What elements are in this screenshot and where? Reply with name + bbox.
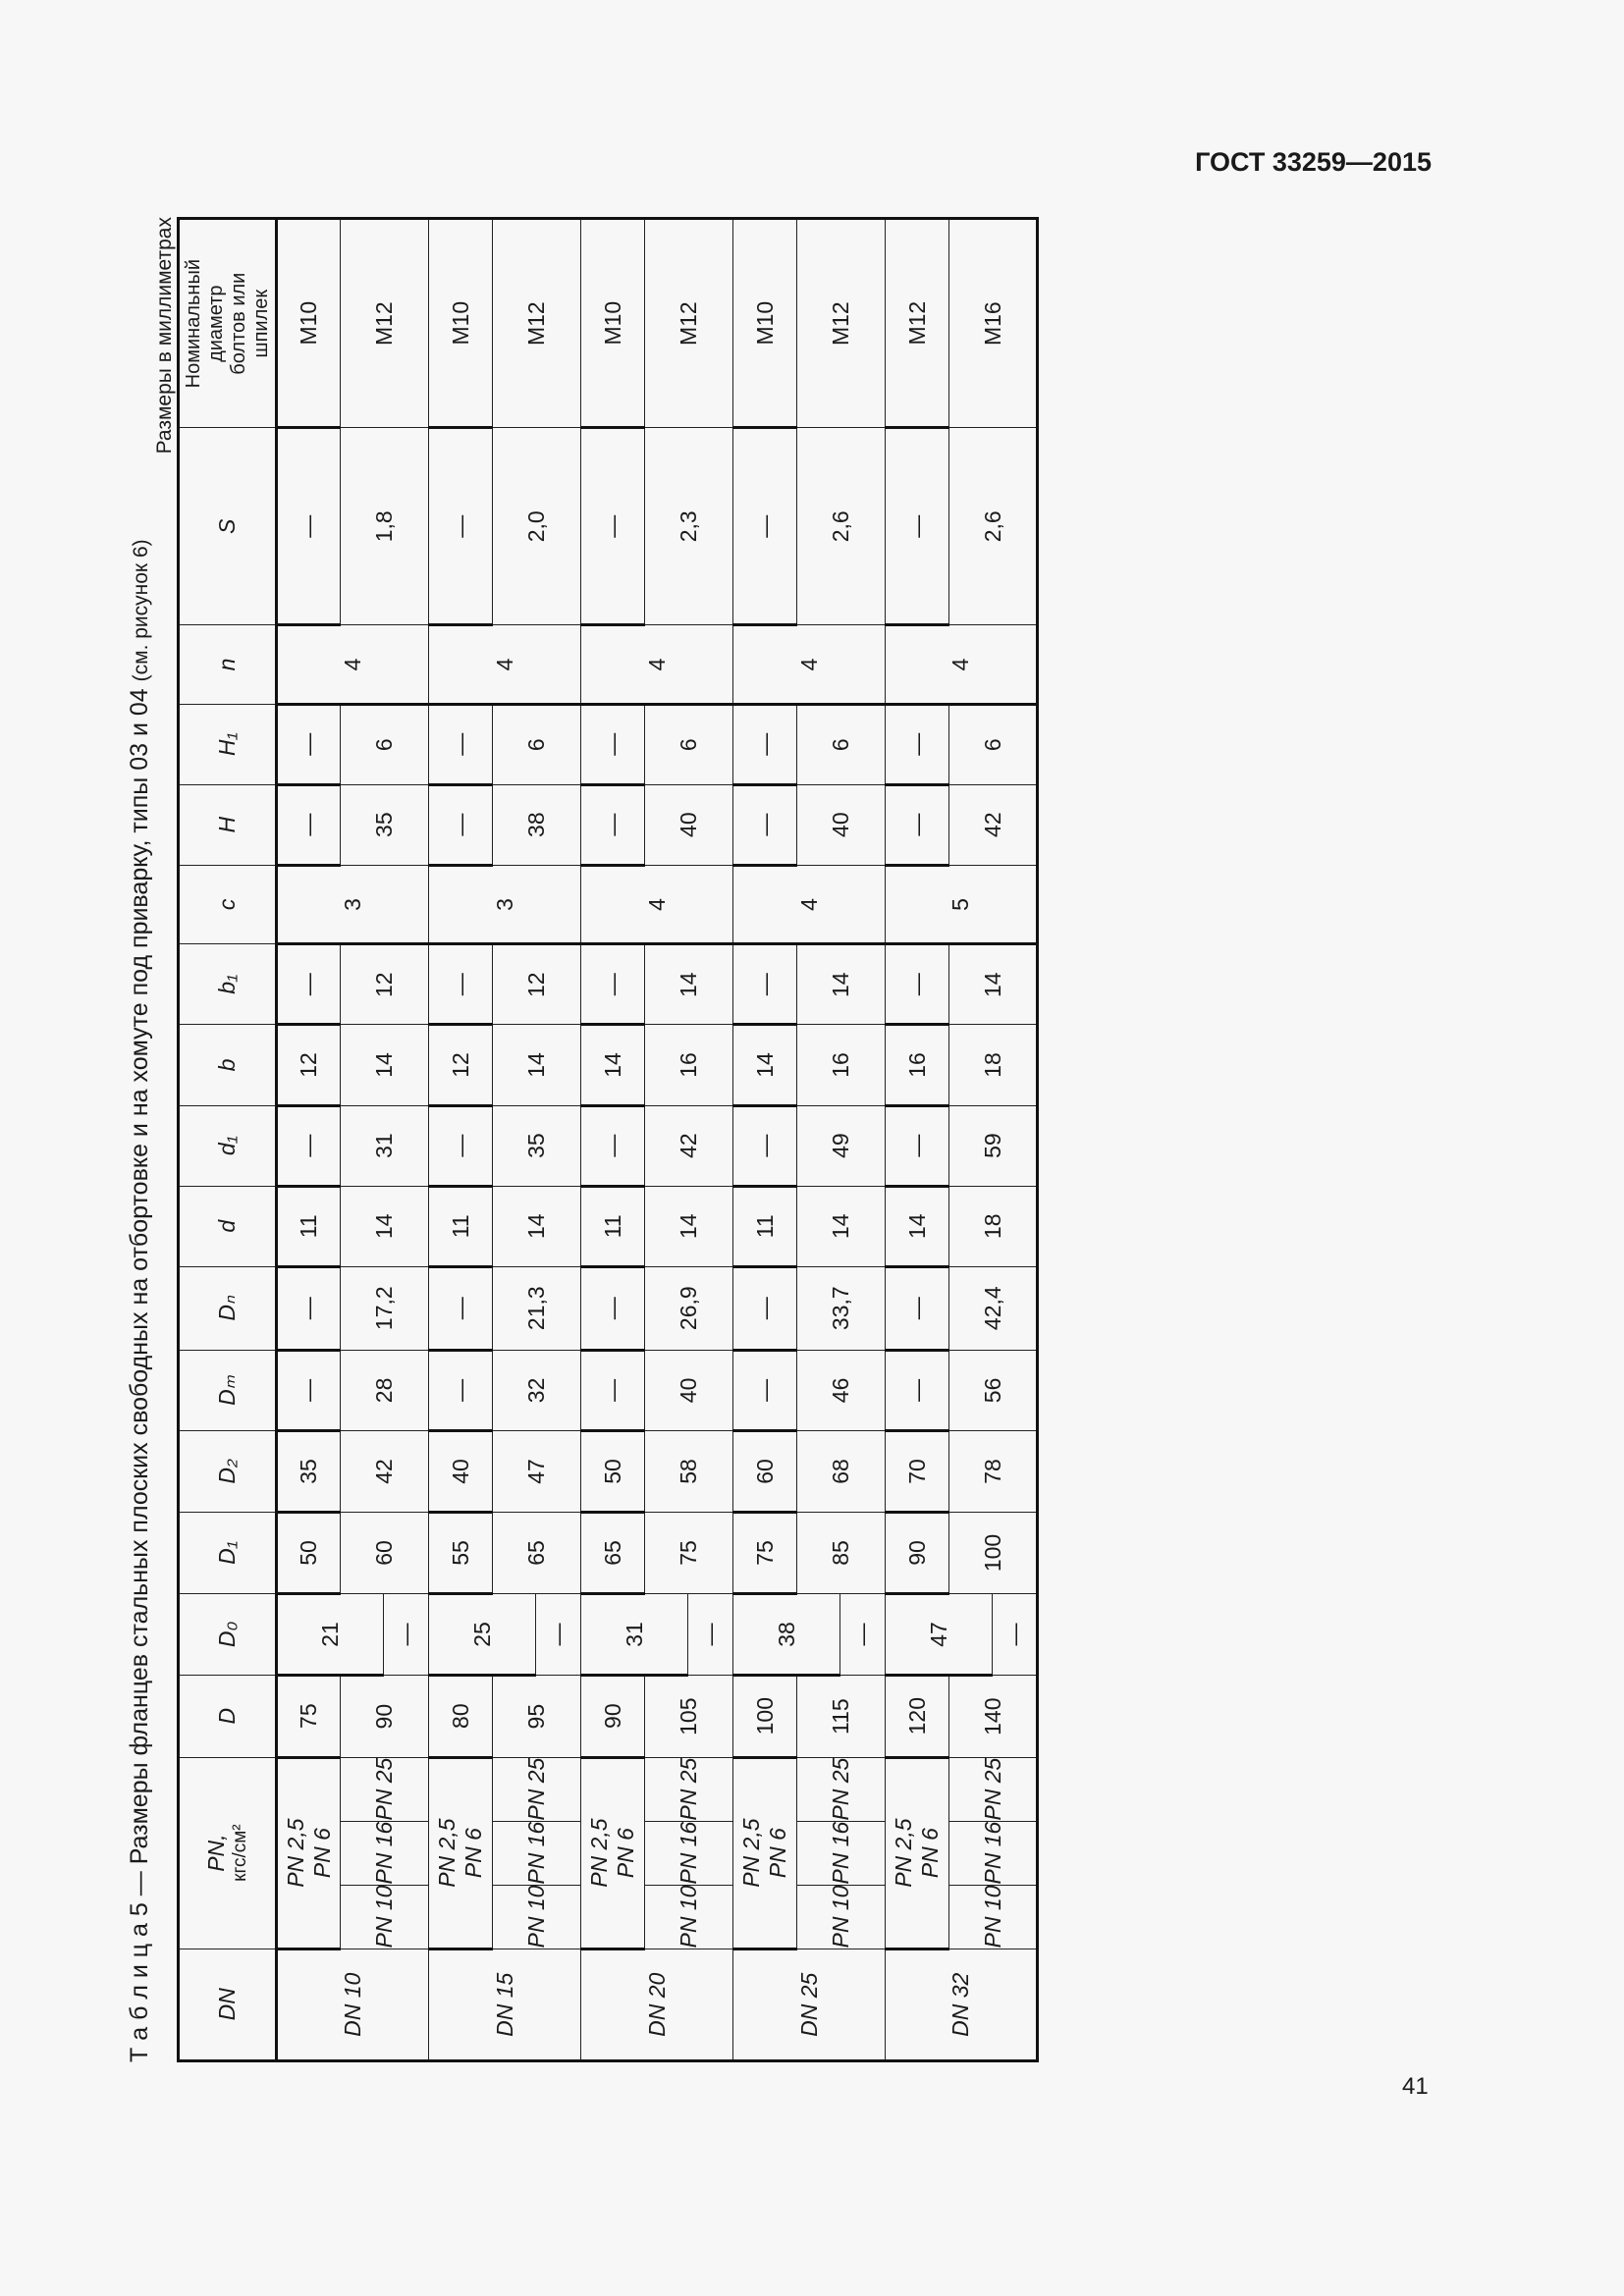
d1-cell: 60 xyxy=(341,1512,429,1594)
dn-pipe-cell: 33,7 xyxy=(797,1266,886,1350)
h1-cell: — xyxy=(429,704,493,784)
h-cell: 42 xyxy=(949,784,1038,865)
b-cell: 16 xyxy=(645,1025,733,1105)
d0-cell: 38 xyxy=(733,1594,840,1675)
h-cell: 40 xyxy=(797,784,886,865)
h1-cell: 6 xyxy=(645,704,733,784)
d1-cell: 55 xyxy=(429,1512,493,1594)
pn-value: PN 2,5 xyxy=(738,1818,764,1888)
dn-pipe-cell: 26,9 xyxy=(645,1266,733,1350)
n-cell: 4 xyxy=(733,625,886,705)
dn-pipe-cell: 17,2 xyxy=(341,1266,429,1350)
h-cell: — xyxy=(733,784,797,865)
d1-cell: 65 xyxy=(493,1512,581,1594)
d1-cell: 65 xyxy=(581,1512,645,1594)
col-header-D1: D₁ xyxy=(179,1512,277,1594)
page-number: 41 xyxy=(1402,2073,1429,2100)
pn-cell xyxy=(733,1757,797,1949)
h1-cell: 6 xyxy=(341,704,429,784)
pn-cell xyxy=(429,1757,493,1949)
d1-cell: 50 xyxy=(277,1512,341,1594)
bolt-cell: M10 xyxy=(429,219,493,428)
s-cell: 2,0 xyxy=(493,428,581,625)
d1-cell: 75 xyxy=(645,1512,733,1594)
dn-cell: DN 15 xyxy=(429,1949,581,2060)
d-cell: 18 xyxy=(949,1186,1038,1266)
rotated-table-area xyxy=(110,217,1435,2062)
d-cell: 14 xyxy=(645,1186,733,1266)
h-cell: — xyxy=(886,784,949,865)
pn-header-label: PN, xyxy=(203,1834,229,1872)
d-outer-cell: 90 xyxy=(341,1675,429,1757)
d-outer-cell: 140 xyxy=(949,1675,1038,1757)
d-outer-cell: 120 xyxy=(886,1675,949,1757)
pn-cell: PN 10 xyxy=(341,1885,429,1949)
units-note: Размеры в миллиметрах xyxy=(153,217,176,454)
d-cell: 14 xyxy=(886,1186,949,1266)
b1-cell: — xyxy=(581,944,645,1025)
col-header-D2: D₂ xyxy=(179,1431,277,1512)
d2-cell: 42 xyxy=(341,1431,429,1512)
b-cell: 18 xyxy=(949,1025,1038,1105)
d0-cell: 31 xyxy=(581,1594,688,1675)
b1-cell: 12 xyxy=(493,944,581,1025)
d2-cell: 70 xyxy=(886,1431,949,1512)
h-cell: 38 xyxy=(493,784,581,865)
pn-cell: PN 25 xyxy=(341,1757,429,1821)
flange-dimensions-table xyxy=(177,217,1039,2062)
c-cell: 3 xyxy=(277,865,429,944)
d0-cell: 25 xyxy=(429,1594,536,1675)
dm-cell: — xyxy=(581,1350,645,1431)
d-outer-cell: 105 xyxy=(645,1675,733,1757)
dn-pipe-cell: — xyxy=(581,1266,645,1350)
table-row-part xyxy=(341,219,349,2061)
d1-small-cell: 42 xyxy=(645,1105,733,1186)
col-header-dn: DN xyxy=(179,1949,277,2060)
dm-cell: — xyxy=(733,1350,797,1431)
table-row xyxy=(886,219,949,2061)
c-cell: 4 xyxy=(581,865,733,944)
col-header-S: S xyxy=(179,428,277,625)
d2-cell: 68 xyxy=(797,1431,886,1512)
b-cell: 16 xyxy=(797,1025,886,1105)
d-cell: 14 xyxy=(493,1186,581,1266)
d-outer-cell: 95 xyxy=(493,1675,581,1757)
h1-cell: — xyxy=(733,704,797,784)
pn-value: PN 2,5 xyxy=(282,1818,308,1888)
d1-cell: 90 xyxy=(886,1512,949,1594)
col-header-Dm: Dₘ xyxy=(179,1350,277,1431)
dm-cell: — xyxy=(886,1350,949,1431)
pn-cell: PN 16 xyxy=(797,1821,886,1885)
d1-small-cell: 35 xyxy=(493,1105,581,1186)
bolt-cell: M12 xyxy=(797,219,886,428)
pn-cell xyxy=(581,1757,645,1949)
pn-cell: PN 10 xyxy=(493,1885,581,1949)
col-header-D: D xyxy=(179,1675,277,1757)
pn-value: PN 2,5 xyxy=(891,1818,916,1888)
b-cell: 12 xyxy=(277,1025,341,1105)
d-cell: 11 xyxy=(277,1186,341,1266)
dn-pipe-cell: 21,3 xyxy=(493,1266,581,1350)
pn-cell: PN 25 xyxy=(645,1757,733,1821)
n-cell: 4 xyxy=(581,625,733,705)
d1-small-cell: — xyxy=(733,1105,797,1186)
d-outer-cell: 90 xyxy=(581,1675,645,1757)
pn-cell: PN 16 xyxy=(645,1821,733,1885)
bolt-cell: M12 xyxy=(886,219,949,428)
pn-value: PN 2,5 xyxy=(434,1818,460,1888)
n-cell: 4 xyxy=(277,625,429,705)
table-caption xyxy=(110,217,169,2062)
bolt-cell: M10 xyxy=(733,219,797,428)
d2-cell: 60 xyxy=(733,1431,797,1512)
c-cell: 4 xyxy=(733,865,886,944)
bolt-cell: M16 xyxy=(949,219,1038,428)
b1-cell: 12 xyxy=(341,944,429,1025)
dm-cell: — xyxy=(429,1350,493,1431)
dn-cell: DN 10 xyxy=(277,1949,429,2060)
c-cell: 3 xyxy=(429,865,581,944)
s-cell: 2,6 xyxy=(797,428,886,625)
b1-cell: — xyxy=(733,944,797,1025)
table-row-part xyxy=(797,219,805,2061)
pn-value: PN 6 xyxy=(308,1828,335,1879)
dm-cell: 32 xyxy=(493,1350,581,1431)
b1-cell: — xyxy=(886,944,949,1025)
h-cell: — xyxy=(581,784,645,865)
h-cell: 35 xyxy=(341,784,429,865)
d-outer-cell: 80 xyxy=(429,1675,493,1757)
h-cell: — xyxy=(429,784,493,865)
bolt-cell: M12 xyxy=(341,219,429,428)
col-header-d1: d₁ xyxy=(179,1105,277,1186)
dm-cell: 28 xyxy=(341,1350,429,1431)
table-row xyxy=(581,219,645,2061)
pn-cell: PN 16 xyxy=(341,1821,429,1885)
d0-cell: 47 xyxy=(886,1594,993,1675)
bolt-cell: M10 xyxy=(277,219,341,428)
document-header: ГОСТ 33259—2015 xyxy=(1195,147,1432,177)
col-header-c: c xyxy=(179,865,277,944)
col-header-b1: b₁ xyxy=(179,944,277,1025)
d1-cell: 100 xyxy=(949,1512,1038,1594)
d1-cell: 85 xyxy=(797,1512,886,1594)
table-row-part xyxy=(645,219,653,2061)
d1-small-cell: 31 xyxy=(341,1105,429,1186)
col-header-n: n xyxy=(179,625,277,705)
d1-small-cell: — xyxy=(581,1105,645,1186)
b-cell: 14 xyxy=(733,1025,797,1105)
dn-pipe-cell: — xyxy=(277,1266,341,1350)
header-row xyxy=(179,219,277,2061)
pn-cell xyxy=(277,1757,341,1949)
table-row-part xyxy=(493,219,501,2061)
bolt-header-text: Номинальный диаметр болтов или шпилек xyxy=(182,259,272,389)
pn-value: PN 6 xyxy=(917,1828,943,1879)
dn-cell: DN 25 xyxy=(733,1949,886,2060)
h1-cell: — xyxy=(886,704,949,784)
s-cell: — xyxy=(733,428,797,625)
dn-cell: DN 32 xyxy=(886,1949,1038,2060)
d0-cell: — xyxy=(993,1594,1038,1675)
pn-cell: PN 10 xyxy=(797,1885,886,1949)
dn-pipe-cell: — xyxy=(429,1266,493,1350)
col-header-b: b xyxy=(179,1025,277,1105)
d-outer-cell: 115 xyxy=(797,1675,886,1757)
pn-cell: PN 25 xyxy=(797,1757,886,1821)
table-row xyxy=(277,219,341,2061)
h-cell: 40 xyxy=(645,784,733,865)
col-header-D0: D₀ xyxy=(179,1594,277,1675)
s-cell: — xyxy=(429,428,493,625)
d-cell: 11 xyxy=(733,1186,797,1266)
caption-prefix: Т а б л и ц а 5 xyxy=(126,1902,153,2062)
d1-small-cell: 49 xyxy=(797,1105,886,1186)
table-row-part xyxy=(949,219,957,2061)
col-header-pn xyxy=(179,1757,277,1949)
s-cell: 2,3 xyxy=(645,428,733,625)
caption-figure-ref: (см. рисунок 6) xyxy=(130,539,152,682)
bolt-cell: M12 xyxy=(493,219,581,428)
dm-cell: 46 xyxy=(797,1350,886,1431)
col-header-H1: H₁ xyxy=(179,704,277,784)
d-cell: 11 xyxy=(581,1186,645,1266)
s-cell: — xyxy=(581,428,645,625)
caption-title: — Размеры фланцев стальных плоских свободных на отбортовке и на хомуте под приварку, типы 03 и 04 xyxy=(126,681,153,1903)
pn-value: PN 6 xyxy=(613,1828,638,1879)
n-cell: 4 xyxy=(886,625,1038,705)
d1-small-cell: — xyxy=(277,1105,341,1186)
c-cell: 5 xyxy=(886,865,1038,944)
d1-small-cell: — xyxy=(886,1105,949,1186)
d-cell: 11 xyxy=(429,1186,493,1266)
pn-cell: PN 16 xyxy=(493,1821,581,1885)
bolt-cell: M12 xyxy=(645,219,733,428)
h1-cell: — xyxy=(581,704,645,784)
d1-small-cell: 59 xyxy=(949,1105,1038,1186)
s-cell: — xyxy=(277,428,341,625)
h1-cell: — xyxy=(277,704,341,784)
dm-cell: — xyxy=(277,1350,341,1431)
d2-cell: 50 xyxy=(581,1431,645,1512)
s-cell: — xyxy=(886,428,949,625)
dn-cell: DN 20 xyxy=(581,1949,733,2060)
d-outer-cell: 100 xyxy=(733,1675,797,1757)
pn-header-unit: кгс/см² xyxy=(230,1824,250,1882)
s-cell: 1,8 xyxy=(341,428,429,625)
pn-value: PN 6 xyxy=(460,1828,486,1879)
dn-pipe-cell: — xyxy=(733,1266,797,1350)
b1-cell: 14 xyxy=(797,944,886,1025)
b1-cell: 14 xyxy=(645,944,733,1025)
h1-cell: 6 xyxy=(949,704,1038,784)
dm-cell: 56 xyxy=(949,1350,1038,1431)
d0-cell: — xyxy=(536,1594,581,1675)
d0-cell: — xyxy=(840,1594,886,1675)
b1-cell: — xyxy=(429,944,493,1025)
d-cell: 14 xyxy=(341,1186,429,1266)
col-header-d: d xyxy=(179,1186,277,1266)
dn-pipe-cell: 42,4 xyxy=(949,1266,1038,1350)
col-header-bolt-diameter xyxy=(179,219,277,428)
d2-cell: 40 xyxy=(429,1431,493,1512)
h1-cell: 6 xyxy=(797,704,886,784)
s-cell: 2,6 xyxy=(949,428,1038,625)
d1-cell: 75 xyxy=(733,1512,797,1594)
n-cell: 4 xyxy=(429,625,581,705)
b-cell: 14 xyxy=(493,1025,581,1105)
pn-cell: PN 25 xyxy=(949,1757,1038,1821)
col-header-H: H xyxy=(179,784,277,865)
table-row xyxy=(429,219,493,2061)
dm-cell: 40 xyxy=(645,1350,733,1431)
d0-cell: — xyxy=(384,1594,429,1675)
b-cell: 12 xyxy=(429,1025,493,1105)
bolt-cell: M10 xyxy=(581,219,645,428)
pn-cell: PN 10 xyxy=(645,1885,733,1949)
d-outer-cell: 75 xyxy=(277,1675,341,1757)
col-header-Dn: Dₙ xyxy=(179,1266,277,1350)
d0-cell: 21 xyxy=(277,1594,384,1675)
b-cell: 14 xyxy=(341,1025,429,1105)
b1-cell: — xyxy=(277,944,341,1025)
b-cell: 14 xyxy=(581,1025,645,1105)
d2-cell: 35 xyxy=(277,1431,341,1512)
d1-small-cell: — xyxy=(429,1105,493,1186)
h1-cell: 6 xyxy=(493,704,581,784)
dn-pipe-cell: — xyxy=(886,1266,949,1350)
d0-cell: — xyxy=(688,1594,733,1675)
pn-cell: PN 25 xyxy=(493,1757,581,1821)
b1-cell: 14 xyxy=(949,944,1038,1025)
pn-value: PN 6 xyxy=(765,1828,790,1879)
b-cell: 16 xyxy=(886,1025,949,1105)
d2-cell: 58 xyxy=(645,1431,733,1512)
table-row xyxy=(733,219,797,2061)
pn-value: PN 2,5 xyxy=(586,1818,612,1888)
d2-cell: 47 xyxy=(493,1431,581,1512)
d2-cell: 78 xyxy=(949,1431,1038,1512)
d-cell: 14 xyxy=(797,1186,886,1266)
pn-cell xyxy=(886,1757,949,1949)
h-cell: — xyxy=(277,784,341,865)
pn-cell: PN 10 xyxy=(949,1885,1038,1949)
pn-cell: PN 16 xyxy=(949,1821,1038,1885)
